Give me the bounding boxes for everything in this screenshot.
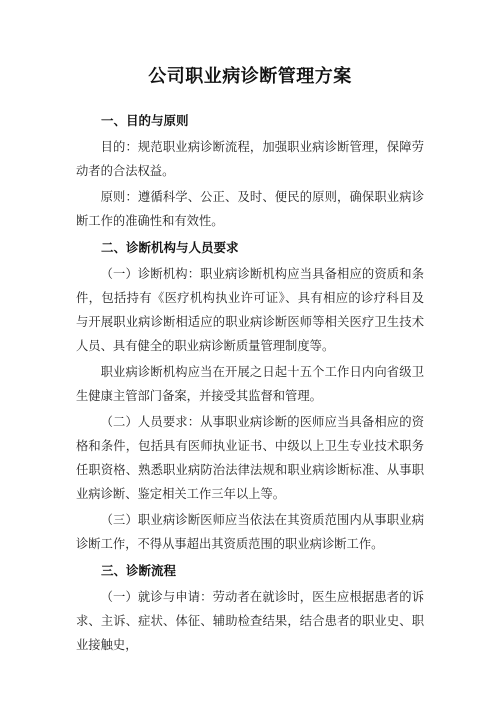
document-body [76,108,424,657]
paragraph: 原则：遵循科学、公正、及时、便民的原则，确保职业病诊断工作的准确性和有效性。 [76,190,424,228]
section-heading: 三、诊断流程 [101,563,177,578]
paragraph: （一）诊断机构：职业病诊断机构应当具备相应的资质和条件，包括持有《医疗机构执业许可证》、具有相应的诊疗科目及与开展职业病诊断相适应的职业病诊断医师等相关医疗卫生技术人员、具有健全的职业病诊断质量管理制度等。 [76,267,424,353]
paragraph: （二）人员要求：从事职业病诊断的医师应当具备相应的资格和条件，包括具有医师执业证书、中级以上卫生专业技术职务任职资格、熟悉职业病防治法律法规和职业病诊断标准、从事职业病诊断、鉴定相关工作三年以上等。 [76,415,424,501]
section-heading: 二、诊断机构与人员要求 [101,240,239,255]
paragraph: 目的：规范职业病诊断流程，加强职业病诊断管理，保障劳动者的合法权益。 [76,140,424,178]
paragraph: （三）职业病诊断医师应当依法在其资质范围内从事职业病诊断工作，不得从事超出其资质范围的职业病诊断工作。 [76,513,424,551]
document-title: 公司职业病诊断管理方案 [148,66,352,87]
section-heading: 一、目的与原则 [101,113,189,128]
paragraph: 职业病诊断机构应当在开展之日起十五个工作日内向省级卫生健康主管部门备案，并接受其监督和管理。 [76,365,424,403]
paragraph: （一）就诊与申请：劳动者在就诊时，医生应根据患者的诉求、主诉、症状、体征、辅助检查结果，结合患者的职业史、职业接触史， [76,590,424,652]
